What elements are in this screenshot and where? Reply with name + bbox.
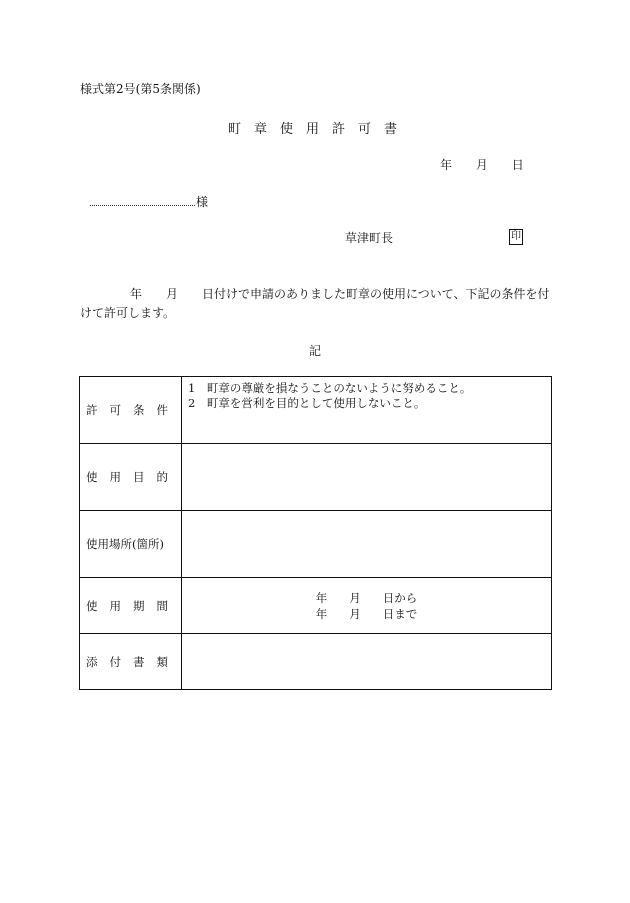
addressee [90,193,208,210]
statement-year: 年 [130,287,143,301]
label-char: 期 [133,598,145,613]
label-char: 使 [86,598,98,613]
label-char: 使 [86,470,98,484]
label-attachments [80,634,182,690]
conditions-table [79,376,552,690]
conditions-content [182,377,552,444]
attachments-field[interactable] [182,634,552,690]
period-to-year: 年 [315,606,328,621]
label-char: 目 [133,470,145,484]
seal-mark: 印 [509,229,523,245]
statement-text: 日付けで申請のありました町章の使用について、下記の条件を付けて許可します。 [80,287,550,320]
issue-date-year: 年 [440,158,453,172]
label-char: 類 [156,654,168,669]
condition-item: 1 町章の尊厳を損なうことのないように努めること。 [188,381,472,395]
label-char: 的 [156,470,168,484]
table-row [80,444,552,511]
period-from-month: 月 [349,590,361,605]
addressee-blank [90,196,195,206]
period-to-day: 日まで [382,606,418,621]
label-char: 付 [109,654,121,669]
period-field[interactable] [182,578,552,634]
label-char: 用 [109,598,121,613]
period-from [182,590,551,606]
document-title: 町章使用許可書 [227,122,410,137]
label-location: 使用場所(箇所) [80,511,182,578]
issue-date [440,156,544,173]
table-row [80,377,552,444]
label-char: 件 [156,403,168,417]
issuer-name: 草津町長 [345,231,394,245]
period-to [182,606,551,622]
addressee-suffix: 様 [196,195,209,209]
period-from-year: 年 [315,590,328,605]
ki-heading: 記 [308,344,321,358]
label-period [80,578,182,634]
permission-statement [80,285,550,323]
condition-item: 2 町章を営利を目的として使用しないこと。 [188,396,426,410]
table-row [80,511,552,578]
table-row [80,634,552,690]
label-chars [86,598,168,614]
period-from-day: 日から [382,590,418,605]
issue-date-month: 月 [475,158,488,172]
table-row [80,578,552,634]
label-chars [86,469,168,485]
label-char: 許 [86,403,98,417]
purpose-field[interactable] [182,444,552,511]
label-purpose [80,444,182,511]
period-to-month: 月 [349,606,361,621]
label-char: 添 [86,654,98,669]
label-chars [86,402,168,418]
location-field[interactable] [182,511,552,578]
form-number: 様式第2号(第5条関係) [80,82,201,96]
label-char: 条 [133,403,145,417]
label-char: 間 [156,598,168,613]
label-char: 可 [109,403,121,417]
label-chars [86,654,168,670]
label-char: 書 [133,654,145,669]
label-conditions [80,377,182,444]
issue-date-day: 日 [511,158,524,172]
statement-month: 月 [166,287,179,301]
label-char: 用 [109,470,121,484]
